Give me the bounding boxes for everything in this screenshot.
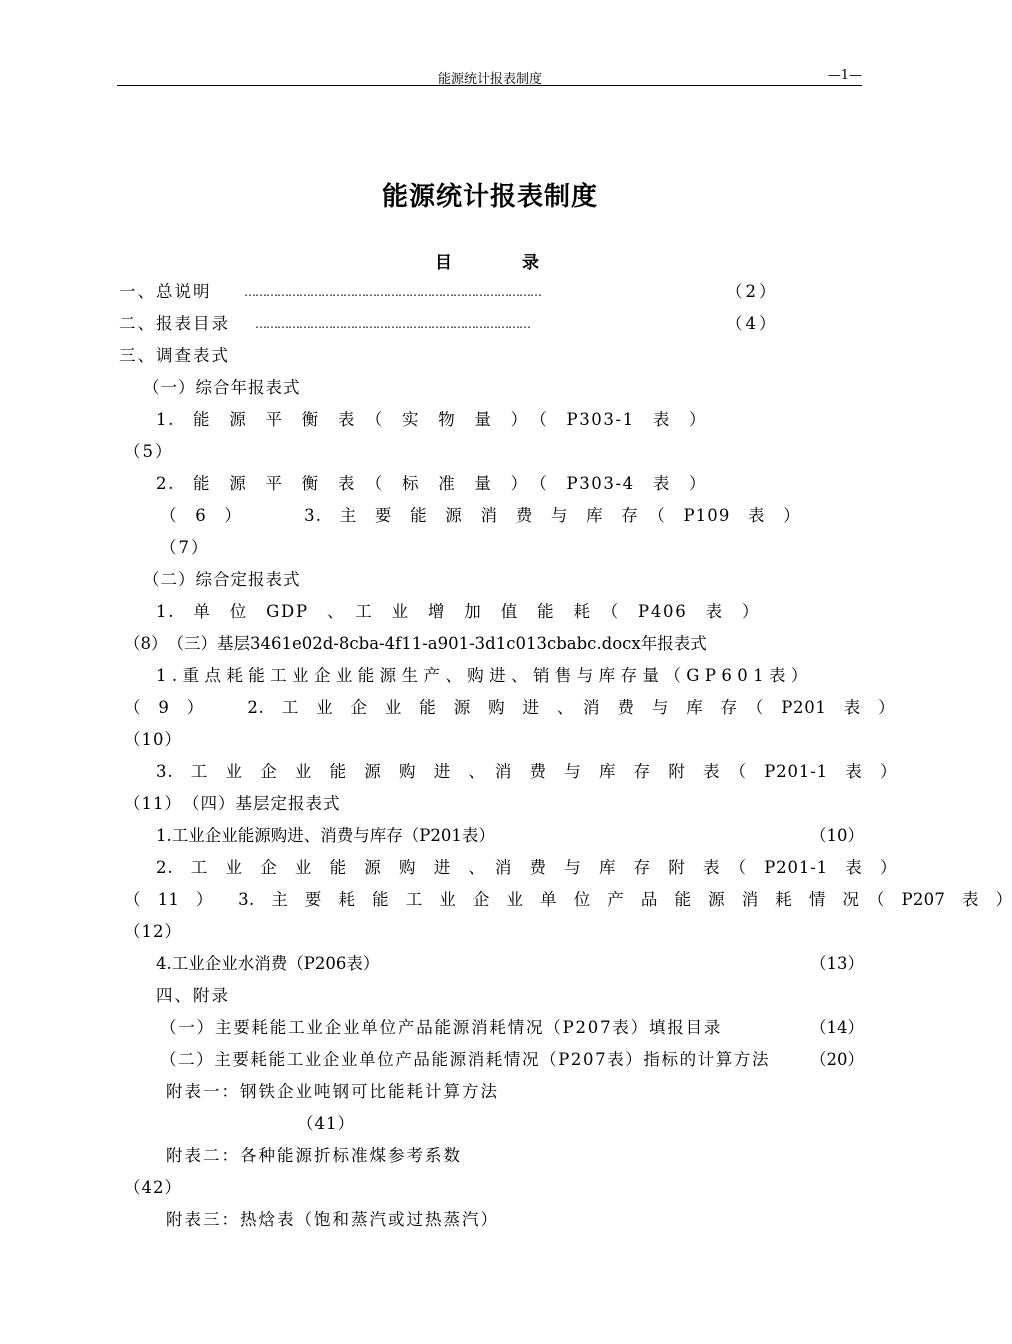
toc-appendix-p207-method: （二）主要耗能工业企业单位产品能源消耗情况（P207表）指标的计算方法 bbox=[160, 1050, 771, 1069]
running-header-title: 能源统计报表制度 bbox=[437, 72, 542, 87]
toc-section-forms: 三、调查表式 bbox=[119, 346, 230, 365]
toc-entry-overview-page: （2） bbox=[726, 282, 779, 301]
toc-entry-p201-periodic-page: （10） bbox=[810, 826, 864, 845]
toc-entry-p201-1: 3. 工 业 企 业 能 源 购 进 、 消 费 与 库 存 附 表 （ P201-1 表 ） bbox=[156, 762, 898, 781]
toc-table-coal-coefficients-page: （42） bbox=[124, 1178, 182, 1197]
toc-entry-gp601: 1.重点耗能工业企业能源生产、购进、销售与库存量（GP601表） bbox=[156, 666, 813, 685]
toc-entry-catalog-page: （4） bbox=[726, 314, 779, 333]
toc-appendix-p207-method-page: （20） bbox=[810, 1050, 864, 1069]
toc-entry-p207: （ 11 ） 3. 主 要 耗 能 工 业 企 业 单 位 产 品 能 源 消 耗 情 况 （ P207 表 ） bbox=[124, 890, 1012, 909]
toc-entry-p109-page: （7） bbox=[160, 538, 210, 557]
toc-appendix-p207-catalog-page: （14） bbox=[810, 1018, 864, 1037]
toc-entry-p201-page: （10） bbox=[124, 730, 182, 749]
toc-entry-overview-label: 一、总说明 bbox=[119, 282, 212, 301]
toc-entry-overview-leader: ……………………………………………………………………… bbox=[244, 285, 541, 299]
document-title: 能源统计报表制度 bbox=[381, 182, 598, 212]
running-header-page-number: —1— bbox=[827, 68, 862, 83]
toc-entry-p206-page: （13） bbox=[810, 954, 864, 973]
toc-entry-p201: （ 9 ） 2. 工 业 企 业 能 源 购 进 、 消 费 与 库 存 （ P201 表 ） bbox=[124, 698, 896, 717]
toc-table-enthalpy: 附表三：热焓表（饱和蒸汽或过热蒸汽） bbox=[166, 1210, 499, 1229]
toc-entry-p201-periodic: 1.工业企业能源购进、消费与库存（P201表） bbox=[156, 826, 495, 845]
toc-entry-p109: （ 6 ） 3. 主 要 能 源 消 费 与 库 存 （ P109 表 ） bbox=[160, 506, 801, 525]
toc-entry-p303-1: 1. 能 源 平 衡 表 （ 实 物 量 ） （ P303-1 表 ） bbox=[156, 410, 708, 429]
toc-table-steel-energy: 附表一：钢铁企业吨钢可比能耗计算方法 bbox=[166, 1082, 499, 1101]
toc-heading: 目录 bbox=[435, 253, 609, 273]
toc-entry-p207-page: （12） bbox=[124, 922, 182, 941]
toc-entry-catalog-label: 二、报表目录 bbox=[119, 314, 230, 333]
toc-section-appendix: 四、附录 bbox=[156, 986, 230, 1005]
toc-subsection-periodic: （二）综合定报表式 bbox=[143, 570, 301, 589]
toc-entry-p201-1-periodic: 2. 工 业 企 业 能 源 购 进 、 消 费 与 库 存 附 表 （ P201-1 表 ） bbox=[156, 858, 898, 877]
toc-table-steel-energy-page: （41） bbox=[297, 1114, 355, 1133]
toc-entry-p406-page: （8） （三）基层3461e02d-8cba-4f11-a901-3d1c013cbabc.docx年报表式 bbox=[124, 634, 707, 653]
toc-entry-p406: 1. 单 位 GDP 、 工 业 增 加 值 能 耗 （ P406 表 ） bbox=[156, 602, 761, 621]
toc-entry-catalog-leader: ………………………………………………………………… bbox=[255, 317, 530, 331]
toc-entry-p303-4: 2. 能 源 平 衡 表 （ 标 准 量 ） （ P303-4 表 ） bbox=[156, 474, 708, 493]
header-rule bbox=[117, 85, 862, 86]
toc-subsection-annual: （一）综合年报表式 bbox=[143, 378, 301, 397]
toc-entry-p303-1-page: （5） bbox=[124, 442, 174, 461]
toc-entry-p206: 4.工业企业水消费（P206表） bbox=[156, 954, 380, 973]
toc-appendix-p207-catalog: （一）主要耗能工业企业单位产品能源消耗情况（P207表）填报目录 bbox=[160, 1018, 723, 1037]
toc-entry-p201-1-page: （11） （四）基层定报表式 bbox=[124, 794, 341, 813]
toc-table-coal-coefficients: 附表二：各种能源折标准煤参考系数 bbox=[166, 1146, 462, 1165]
